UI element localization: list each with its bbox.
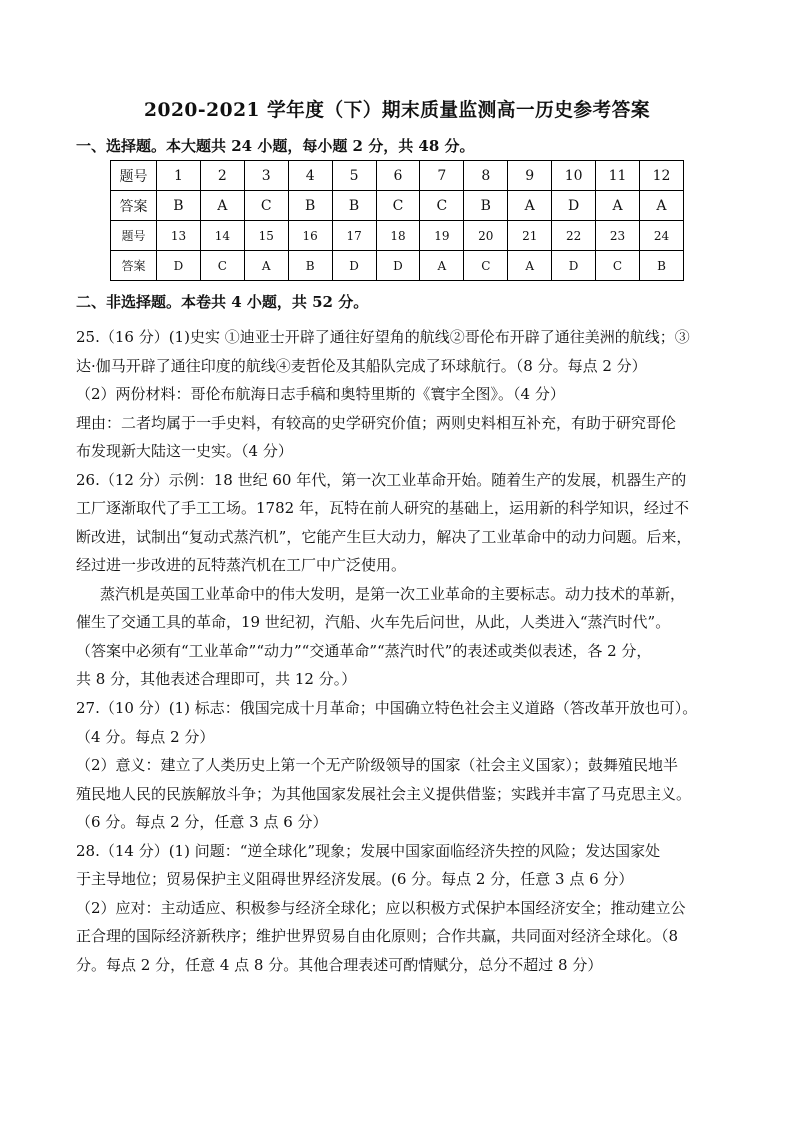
table-cell: D (157, 251, 201, 281)
table-cell: 22 (552, 221, 596, 251)
table-row-answers-1 (111, 191, 684, 221)
table-cell: 4 (288, 161, 332, 191)
table-cell: B (332, 191, 376, 221)
answer-line: 断改进，试制出“复动式蒸汽机”，它能产生巨大动力，解决了工业革命中的动力问题。后来， (76, 528, 692, 546)
table-cell: 21 (508, 221, 552, 251)
table-cell: 23 (596, 221, 640, 251)
answer-line: （4 分。每点 2 分） (76, 728, 215, 746)
answer-line: （2）两份材料：哥伦布航海日志手稿和奥特里斯的《寰宇全图》。（4 分） (76, 385, 565, 403)
answer-line: 殖民地人民的民族解放斗争；为其他国家发展社会主义提供借鉴；实践并丰富了马克思主义。 (76, 785, 692, 803)
table-cell: D (552, 191, 596, 221)
table-cell: 15 (244, 221, 288, 251)
table-cell: 13 (157, 221, 201, 251)
table-cell: C (244, 191, 288, 221)
table-cell: 24 (639, 221, 683, 251)
table-cell: 5 (332, 161, 376, 191)
table-cell: C (420, 191, 464, 221)
table-cell: A (508, 191, 552, 221)
table-cell: B (464, 191, 508, 221)
table-row-label-question: 题号 (111, 161, 157, 191)
answer-line: 蒸汽机是英国工业革命中的伟大发明，是第一次工业革命的主要标志。动力技术的革新， (100, 585, 686, 603)
answer-line: 分。每点 2 分，任意 4 点 8 分。其他合理表述可酌情赋分，总分不超过 8 分） (76, 956, 603, 974)
answer-line: 25.（16 分）(1)史实 ①迪亚士开辟了通往好望角的航线②哥伦布开辟了通往美洲的航线；③ (76, 328, 690, 346)
answer-line: 28.（14 分）(1) 问题：“逆全球化”现象；发展中国家面临经济失控的风险；发达国家处 (76, 842, 661, 860)
table-cell: 17 (332, 221, 376, 251)
table-cell: A (200, 191, 244, 221)
table-cell: A (244, 251, 288, 281)
table-row-answers-2 (111, 251, 684, 281)
table-row-question-numbers-1 (111, 161, 684, 191)
table-cell: B (157, 191, 201, 221)
table-cell: 7 (420, 161, 464, 191)
page-title: 2020-2021 学年度（下）期末质量监测高一历史参考答案 (143, 99, 650, 121)
answer-line: 共 8 分，其他表述合理即可，共 12 分。） (76, 670, 357, 688)
answer-line: 于主导地位；贸易保护主义阻碍世界经济发展。(6 分。每点 2 分，任意 3 点 6 分） (76, 870, 634, 888)
table-cell: A (420, 251, 464, 281)
section-choice-heading: 一、选择题。本大题共 24 小题，每小题 2 分，共 48 分。 (76, 137, 475, 155)
table-cell: D (552, 251, 596, 281)
section-nonchoice-heading: 二、非选择题。本卷共 4 小题，共 52 分。 (76, 293, 369, 311)
answer-line: 经过进一步改进的瓦特蒸汽机在工厂中广泛使用。 (76, 556, 407, 574)
table-cell: A (639, 191, 683, 221)
answer-line: 26.（12 分）示例：18 世纪 60 年代，第一次工业革命开始。随着生产的发展，机器生产的 (76, 471, 687, 489)
answer-line: 正合理的国际经济新秩序；维护世界贸易自由化原则；合作共赢，共同面对经济全球化。（8 (76, 927, 679, 945)
answer-line: 布发现新大陆这一史实。（4 分） (76, 442, 293, 460)
table-cell: A (596, 191, 640, 221)
answer-line: 理由：二者均属于一手史料，有较高的史学研究价值；两则史料相互补充，有助于研究哥伦 (76, 414, 677, 432)
table-cell: 16 (288, 221, 332, 251)
answer-line: （答案中必须有“工业革命”“动力”“交通革命”“蒸汽时代”的表述或类似表述，各 2 分， (76, 642, 652, 660)
table-cell: 12 (639, 161, 683, 191)
table-cell: 10 (552, 161, 596, 191)
table-row-question-numbers-2 (111, 221, 684, 251)
answer-table (110, 160, 684, 281)
table-cell: 11 (596, 161, 640, 191)
answer-line: （2）应对：主动适应、积极参与经济全球化；应以积极方式保护本国经济安全；推动建立公 (76, 899, 686, 917)
table-cell: 18 (376, 221, 420, 251)
table-row-label-question: 题号 (111, 221, 157, 251)
table-cell: D (376, 251, 420, 281)
answer-line: 27.（10 分）(1) 标志：俄国完成十月革命；中国确立特色社会主义道路（答改革开放也可）。 (76, 699, 698, 717)
table-cell: B (288, 191, 332, 221)
table-cell: 20 (464, 221, 508, 251)
table-row-label-answer: 答案 (111, 251, 157, 281)
table-cell: 14 (200, 221, 244, 251)
answer-line: 达·伽马开辟了通往印度的航线④麦哲伦及其船队完成了环球航行。（8 分。每点 2 分） (76, 357, 647, 375)
table-row-label-answer: 答案 (111, 191, 157, 221)
table-cell: C (200, 251, 244, 281)
answer-line: （6 分。每点 2 分，任意 3 点 6 分） (76, 813, 328, 831)
table-cell: 3 (244, 161, 288, 191)
table-cell: 9 (508, 161, 552, 191)
table-cell: 1 (157, 161, 201, 191)
table-cell: B (288, 251, 332, 281)
table-cell: 19 (420, 221, 464, 251)
table-cell: C (376, 191, 420, 221)
table-cell: C (596, 251, 640, 281)
table-cell: 2 (200, 161, 244, 191)
table-cell: 6 (376, 161, 420, 191)
table-cell: C (464, 251, 508, 281)
answer-line: 催生了交通工具的革命，19 世纪初，汽船、火车先后问世，从此，人类进入“蒸汽时代”。 (76, 613, 671, 631)
table-cell: 8 (464, 161, 508, 191)
answer-line: 工厂逐渐取代了手工工场。1782 年，瓦特在前人研究的基础上，运用新的科学知识，经过不 (76, 499, 689, 517)
table-cell: D (332, 251, 376, 281)
table-cell: A (508, 251, 552, 281)
answer-line: （2）意义：建立了人类历史上第一个无产阶级领导的国家（社会主义国家）；鼓舞殖民地半 (76, 756, 679, 774)
table-cell: B (639, 251, 683, 281)
